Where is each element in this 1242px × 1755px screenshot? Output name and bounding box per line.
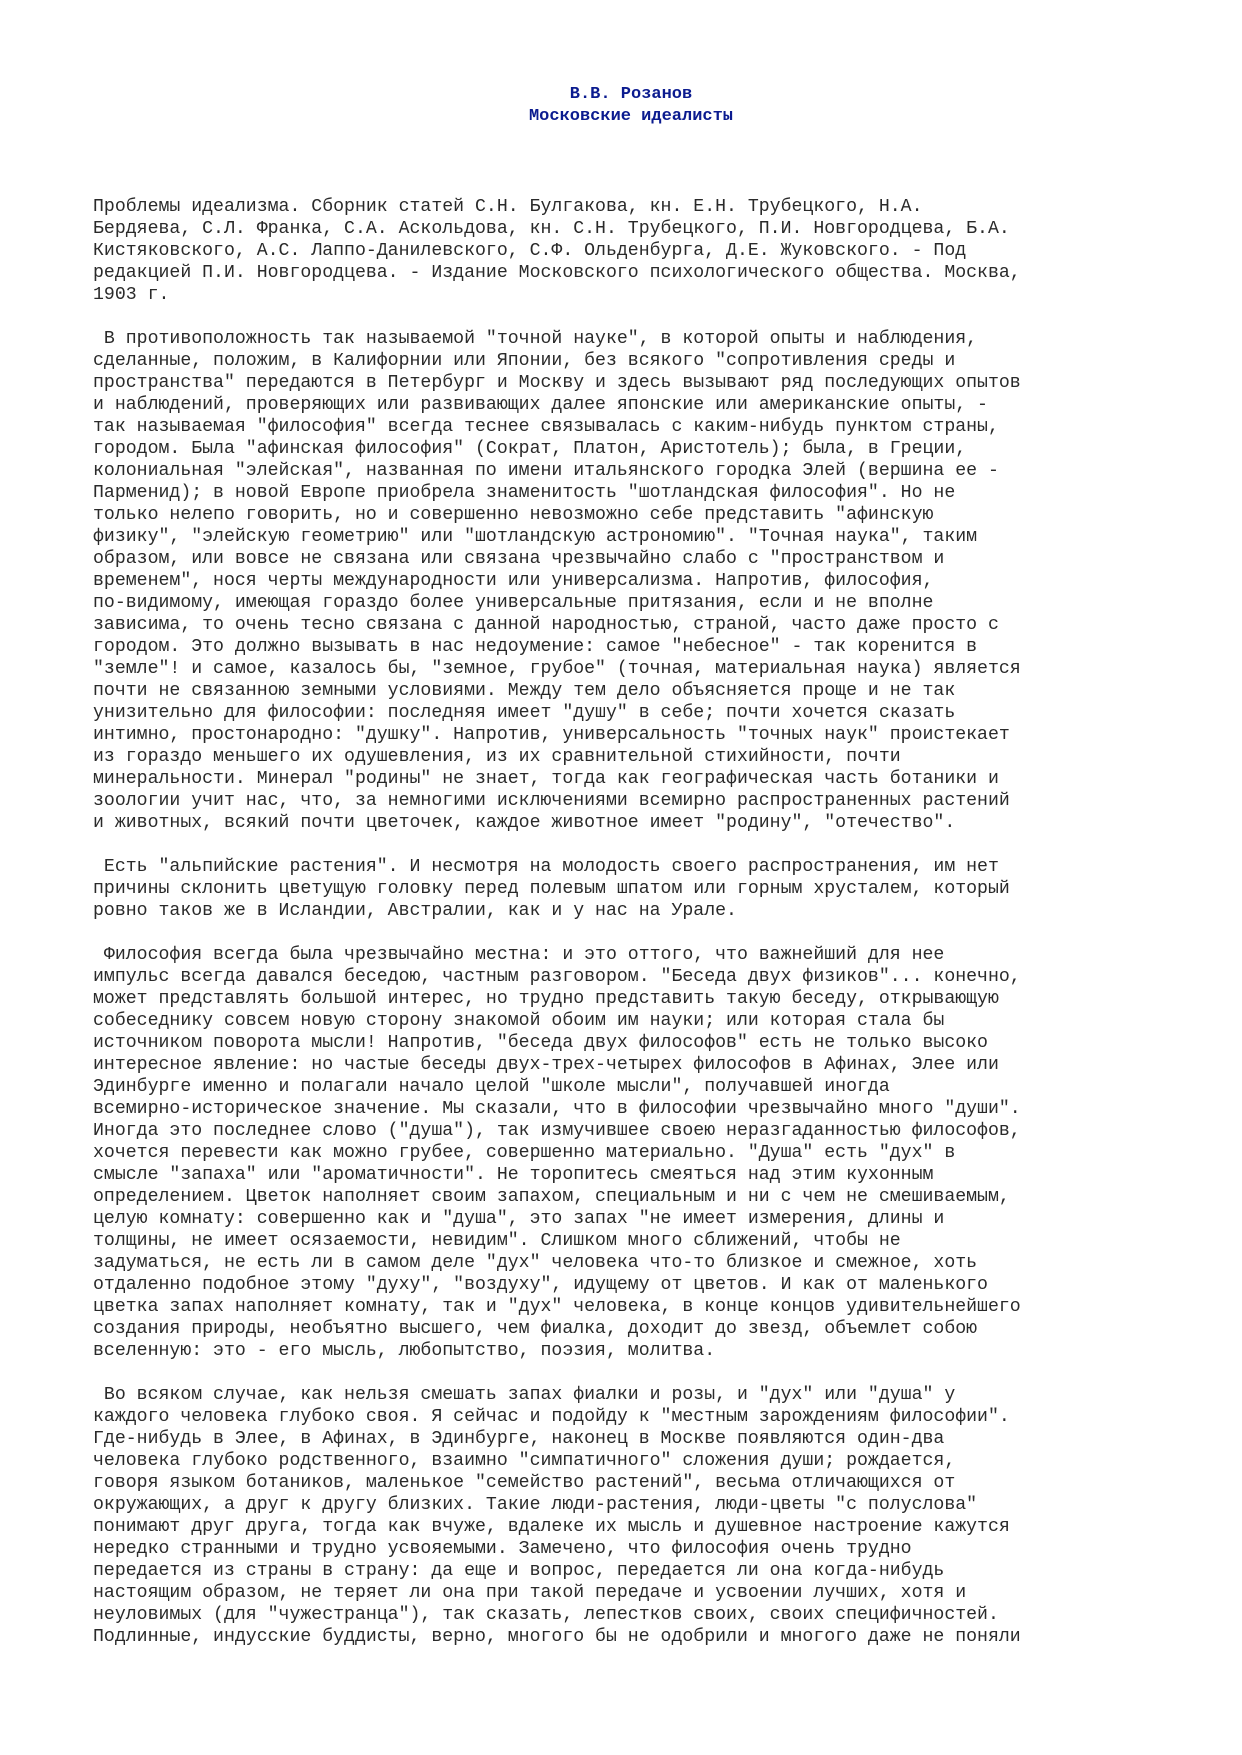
text-line: передается из страны в страну: да еще и вопрос, передается ли она когда-нибудь [93, 1561, 945, 1581]
text-line: по-видимому, имеющая гораздо более универсальные притязания, если и не вполне [93, 593, 934, 613]
document-header [0, 84, 1242, 128]
author-name: В.В. Розанов [569, 85, 693, 104]
text-line: Где-нибудь в Элее, в Афинах, в Эдинбурге, наконец в Москве появляются один-два [93, 1429, 945, 1449]
text-line: нередко странными и трудно усвояемыми. Замечено, что философия очень трудно [93, 1539, 912, 1559]
text-line: Эдинбурге именно и полагали начало целой "школе мысли", получавшей иногда [93, 1077, 890, 1097]
text-line: определением. Цветок наполняет своим запахом, специальным и ни с чем не смешиваемым, [93, 1187, 1010, 1207]
text-line: Есть "альпийские растения". И несмотря на молодость своего распространения, им нет [93, 857, 999, 877]
text-line: интимно, простонародно: "душку". Напротив, универсальность "точных наук" проистекает [93, 725, 1010, 745]
text-line: хочется перевести как можно грубее, совершенно материально. "Душа" есть "дух" в [93, 1143, 956, 1163]
text-line: источником поворота мысли! Напротив, "беседа двух философов" есть не только высоко [93, 1033, 988, 1053]
text-line: городом. Была "афинская философия" (Сократ, Платон, Аристотель); была, в Греции, [93, 439, 967, 459]
text-line: зоологии учит нас, что, за немногими исключениями всемирно распространенных растений [93, 791, 1010, 811]
text-line: настоящим образом, не теряет ли она при такой передаче и усвоении лучших, хотя и [93, 1583, 967, 1603]
text-line: только нелепо говорить, но и совершенно невозможно себе представить "афинскую [93, 505, 934, 525]
text-line: человека глубоко родственного, взаимно "симпатичного" сложения души; рождается, [93, 1451, 956, 1471]
text-line: создания природы, необъятно высшего, чем фиалка, доходит до звезд, объемлет собою [93, 1319, 978, 1339]
text-line: говоря языком ботаников, маленькое "семейство растений", весьма отличающихся от [93, 1473, 956, 1493]
text-line: 1903 г. [93, 285, 170, 305]
text-line: Парменид); в новой Европе приобрела знаменитость "шотландская философия". Но не [93, 483, 956, 503]
text-line: задуматься, не есть ли в самом деле "дух" человека что-то близкое и смежное, хоть [93, 1253, 978, 1273]
text-line: причины склонить цветущую головку перед полевым шпатом или горным хрусталем, который [93, 879, 1010, 899]
text-line: так называемая "философия" всегда теснее связывалась с каким-нибудь пунктом страны, [93, 417, 999, 437]
text-line: интересное явление: но частые беседы двух-трех-четырех философов в Афинах, Элее или [93, 1055, 999, 1075]
paragraph [93, 856, 1173, 922]
text-line: почти не связанною земными условиями. Между тем дело объясняется проще и не так [93, 681, 956, 701]
text-line: временем", нося черты международности или универсализма. Напротив, философия, [93, 571, 934, 591]
text-line: и животных, всякий почти цветочек, каждое животное имеет "родину", "отечество". [93, 813, 956, 833]
text-line: редакцией П.И. Новгородцева. - Издание Московского психологического общества. Москва, [93, 263, 1021, 283]
text-line: и наблюдений, проверяющих или развивающих далее японские или американские опыты, - [93, 395, 988, 415]
text-line: унизительно для философии: последняя имеет "душу" в себе; почти хочется сказать [93, 703, 956, 723]
text-line: понимают друг друга, тогда как вчуже, вдалеке их мысль и душевное настроение кажутся [93, 1517, 1010, 1537]
text-line: В противоположность так называемой "точной науке", в которой опыты и наблюдения, [93, 329, 978, 349]
text-line: собеседнику совсем новую сторону знакомой обоим им науки; или которая стала бы [93, 1011, 945, 1031]
text-line: из гораздо меньшего их одушевления, из их сравнительной стихийности, почти [93, 747, 901, 767]
text-line: Бердяева, С.Л. Франка, С.А. Аскольдова, кн. С.Н. Трубецкого, П.И. Новгородцева, Б.А. [93, 219, 1010, 239]
text-line: Проблемы идеализма. Сборник статей С.Н. Булгакова, кн. Е.Н. Трубецкого, Н.А. [93, 197, 923, 217]
text-line: толщины, не имеет осязаемости, невидим". Слишком много сближений, чтобы не [93, 1231, 901, 1251]
paragraph [93, 944, 1173, 1362]
paragraph [93, 1384, 1173, 1648]
text-line: цветка запах наполняет комнату, так и "дух" человека, в конце концов удивительнейшего [93, 1297, 1021, 1317]
text-line: импульс всегда давался беседою, частным разговором. "Беседа двух физиков"... конечно, [93, 967, 1021, 987]
document-body [93, 196, 1173, 1670]
text-line: образом, или вовсе не связана или связана чрезвычайно слабо с "пространством и [93, 549, 945, 569]
text-line: минеральности. Минерал "родины" не знает, тогда как географическая часть ботаники и [93, 769, 999, 789]
text-line: Подлинные, индусские буддисты, верно, многого бы не одобрили и многого даже не поняли [93, 1627, 1021, 1647]
text-line: смысле "запаха" или "ароматичности". Не торопитесь смеяться над этим кухонным [93, 1165, 934, 1185]
text-line: зависима, то очень тесно связана с данной народностью, страной, часто даже просто с [93, 615, 999, 635]
text-line: всемирно-историческое значение. Мы сказали, что в философии чрезвычайно много "души". [93, 1099, 1021, 1119]
text-line: Во всяком случае, как нельзя смешать запах фиалки и розы, и "дух" или "душа" у [93, 1385, 956, 1405]
document-title: Московские идеалисты [528, 107, 734, 126]
text-line: физику", "элейскую геометрию" или "шотландскую астрономию". "Точная наука", таким [93, 527, 978, 547]
text-line: целую комнату: совершенно как и "душа", это запах "не имеет измерения, длины и [93, 1209, 945, 1229]
text-line: вселенную: это - его мысль, любопытство, поэзия, молитва. [93, 1341, 716, 1361]
text-line: каждого человека глубоко своя. Я сейчас и подойду к "местным зарождениям философии". [93, 1407, 1010, 1427]
text-line: отдаленно подобное этому "духу", "воздуху", идущему от цветов. И как от маленького [93, 1275, 988, 1295]
paragraph [93, 196, 1173, 306]
text-line: окружающих, а друг к другу близких. Такие люди-растения, люди-цветы "с полуслова" [93, 1495, 978, 1515]
text-line: городом. Это должно вызывать в нас недоумение: самое "небесное" - так коренится в [93, 637, 978, 657]
paragraph [93, 328, 1173, 834]
text-line: пространства" передаются в Петербург и Москву и здесь вызывают ряд последующих опытов [93, 373, 1021, 393]
text-line: "земле"! и самое, казалось бы, "земное, грубое" (точная, материальная наука) является [93, 659, 1021, 679]
text-line: колониальная "элейская", названная по имени итальянского городка Элей (вершина ее - [93, 461, 999, 481]
text-line: неуловимых (для "чужестранца"), так сказать, лепестков своих, своих специфичностей. [93, 1605, 999, 1625]
text-line: Кистяковского, А.С. Лаппо-Данилевского, С.Ф. Ольденбурга, Д.Е. Жуковского. - Под [93, 241, 967, 261]
text-line: Философия всегда была чрезвычайно местна: и это оттого, что важнейший для нее [93, 945, 945, 965]
text-line: ровно таков же в Исландии, Австралии, как и у нас на Урале. [93, 901, 737, 921]
text-line: сделанные, положим, в Калифорнии или Японии, без всякого "сопротивления среды и [93, 351, 956, 371]
text-line: может представлять большой интерес, но трудно представить такую беседу, открывающую [93, 989, 999, 1009]
text-line: Иногда это последнее слово ("душа"), так измучившее своею неразгаданностью философов, [93, 1121, 1021, 1141]
